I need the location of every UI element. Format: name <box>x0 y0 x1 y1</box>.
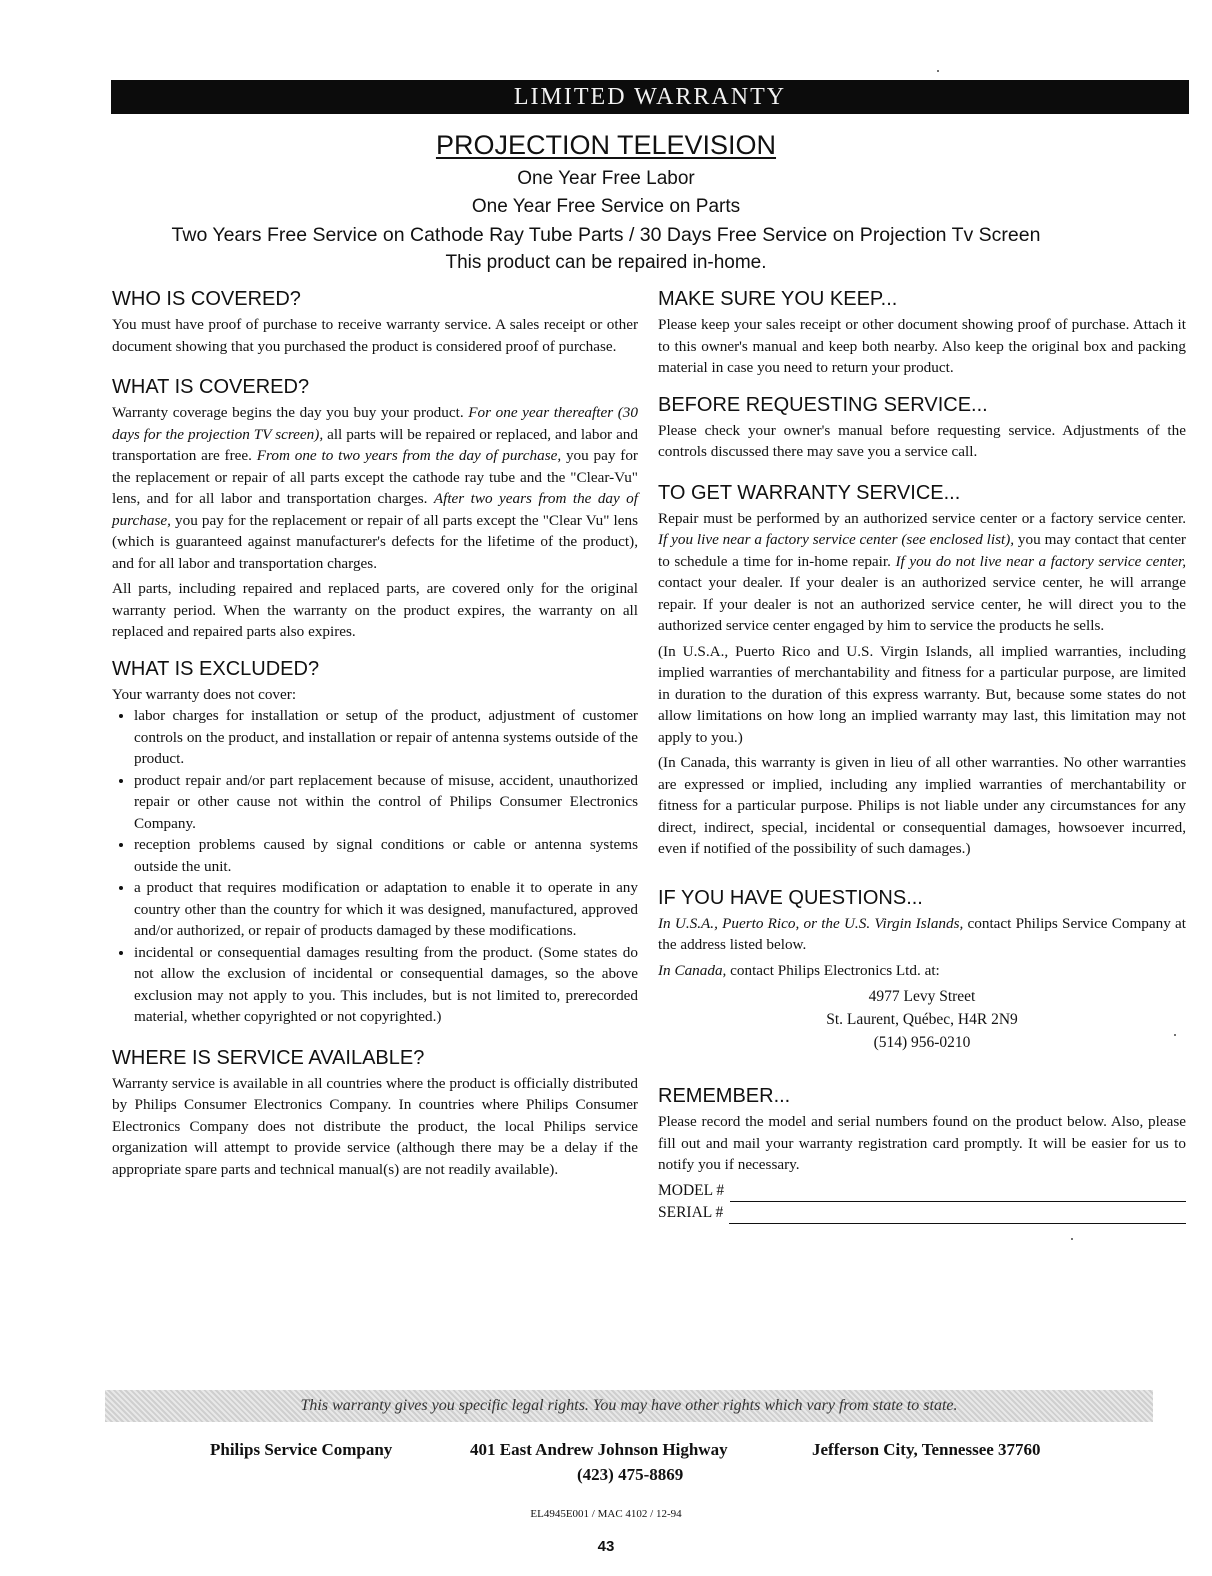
section-heading: WHO IS COVERED? <box>112 288 301 310</box>
document-code: EL4945E001 / MAC 4102 / 12-94 <box>530 1508 682 1520</box>
footer-company-name: Philips Service Company <box>210 1440 393 1459</box>
what-is-covered-section <box>112 375 638 643</box>
address-line: St. Laurent, Québec, H4R 2N9 <box>826 1011 1018 1028</box>
italic-run: From one to two years from the day of purchase, <box>256 447 562 464</box>
italic-run: If you do not live near a factory service center, <box>895 552 1186 570</box>
section-body <box>658 960 1186 982</box>
italic-run: In U.S.A., Puerto Rico, or the U.S. Virgin Islands, <box>658 914 964 932</box>
subtitle-line: This product can be repaired in-home. <box>445 252 767 273</box>
italic-run: In Canada, <box>658 961 727 979</box>
text-run: you may contact that center to schedule a time for in-home repair. <box>658 531 1186 570</box>
list-item: • a product that requires modification or adaptation to enable it to operate in any country other than the country for which it was designed, manufactured, approved and/or authorized, or repair of products damaged by these modifications. <box>134 877 638 942</box>
italic-run: For one year thereafter (30 days for the projection TV screen), <box>112 404 638 443</box>
model-number-field[interactable] <box>658 1180 1186 1202</box>
section-body <box>658 913 1186 956</box>
section-heading: MAKE SURE YOU KEEP... <box>658 288 898 310</box>
before-requesting-section <box>658 393 1186 463</box>
section-heading: IF YOU HAVE QUESTIONS... <box>658 886 923 909</box>
section-body: Please record the model and serial numbers found on the product below. Also, please fill out and mail your warranty registration card promptly. It will be easier for us to notify you if necessary. <box>658 1113 1186 1173</box>
left-column <box>112 287 638 1184</box>
section-body: (In Canada, this warranty is given in lieu of all other warranties. No other warranties are expressed or implied, including any implied warranties of merchantability or fitness for a particular purpose. Philips is not liable under any circumstances for any direct, indirect, special, incidental or consequential damages, howsoever incurred, even if notified of the possibility of such damages.) <box>658 754 1186 857</box>
section-heading: WHAT IS EXCLUDED? <box>112 657 320 680</box>
legal-rights-strip: This warranty gives you specific legal rights. You may have other rights which vary from state to state. <box>105 1390 1153 1422</box>
list-item: • labor charges for installation or setup of the product, adjustment of customer controls on the product, and installation or repair of antenna systems outside of the product. <box>134 705 638 770</box>
questions-section <box>658 886 1186 1055</box>
list-item: • product repair and/or part replacement because of misuse, accident, unauthorized repair or other cause not within the control of Philips Consumer Electronics Company. <box>134 770 638 835</box>
what-is-excluded-section <box>112 657 638 1028</box>
canada-address <box>658 985 1186 1054</box>
section-body: Please keep your sales receipt or other document showing proof of purchase. Attach it to this owner's manual and keep both nearby. Also keep the original box and packing material in case you need to return your product. <box>658 316 1186 376</box>
section-body <box>658 508 1186 637</box>
remember-section <box>658 1084 1186 1224</box>
italic-run: If you live near a factory service center (see enclosed list), <box>658 531 1015 548</box>
speck <box>937 70 939 72</box>
text-run: you pay for the replacement or repair of all parts except the cathode ray tube and the "Clear-Vu" lens, and for all labor and transportation charges. <box>112 447 638 507</box>
model-label: MODEL # <box>658 1181 725 1199</box>
section-heading: BEFORE REQUESTING SERVICE... <box>658 393 988 416</box>
text-run: all parts will be repaired or replaced, and labor and transportation are free. <box>112 425 638 464</box>
section-body: (In U.S.A., Puerto Rico and U.S. Virgin Islands, all implied warranties, including implied warranties of merchantability and fitness for a particular purpose, are limited in duration to the duration of this express warranty. But, because some states do not allow limitations on how long an implied warranty may last, this limitation may not apply to you.) <box>658 642 1186 746</box>
address-line: 4977 Levy Street <box>868 988 976 1005</box>
text-run: contact your dealer. If your dealer is an authorized service center, he will arrange repair. If your dealer is not an authorized service center, he will direct you to the authorized service center engaged by him to service the products he sells. <box>658 574 1186 634</box>
section-body: All parts, including repaired and replaced parts, are covered only for the original warranty period. When the warranty on the product expires, the warranty on all replaced and repaired parts also expires. <box>112 580 638 640</box>
section-heading: WHERE IS SERVICE AVAILABLE? <box>112 1046 425 1069</box>
text-run: you pay for the replacement or repair of all parts except the "Clear Vu" lens (which is guaranteed against manufacturer's defects for the lifetime of the product), and for all labor and transportation charges. <box>112 511 638 572</box>
where-is-service-section <box>112 1046 638 1181</box>
speck <box>1071 1238 1073 1240</box>
text-run: contact Philips Service Company at the address listed below. <box>658 914 1186 953</box>
section-intro: Your warranty does not cover: <box>112 685 297 703</box>
phone-number: (514) 956-0210 <box>873 1034 971 1051</box>
section-body <box>112 402 638 574</box>
page-title: PROJECTION TELEVISION <box>435 130 777 160</box>
list-item: • reception problems caused by signal conditions or cable or antenna systems outside the unit. <box>134 834 638 877</box>
limited-warranty-banner: LIMITED WARRANTY <box>111 80 1189 114</box>
text-run: Warranty coverage begins the day you buy your product. <box>112 404 469 421</box>
list-item: • incidental or consequential damages resulting from the product. (Some states do not allow the exclusion of incidental or consequential damages, so the above exclusion may not apply to you. This includes, but is not limited to, prerecorded material, whether copyrighted or not copyrighted.) <box>134 942 638 1028</box>
model-blank-line[interactable] <box>730 1185 1186 1202</box>
italic-run: After two years from the day of purchase, <box>112 490 638 529</box>
section-heading: REMEMBER... <box>658 1085 791 1107</box>
footer-phone: (423) 475-8869 <box>577 1465 684 1484</box>
who-is-covered-section <box>112 287 638 357</box>
text-run: Repair must be performed by an authorized service center or a factory service center. <box>658 509 1186 527</box>
subtitle-line: Two Years Free Service on Cathode Ray Tube Parts / 30 Days Free Service on Projection Tv Screen <box>171 224 1041 246</box>
section-heading: WHAT IS COVERED? <box>112 376 310 398</box>
page-number: 43 <box>597 1538 615 1555</box>
section-body: Please check your owner's manual before requesting service. Adjustments of the controls discussed there may save you a service call. <box>658 421 1186 460</box>
serial-number-field[interactable] <box>658 1202 1186 1224</box>
to-get-service-section <box>658 481 1186 860</box>
serial-label: SERIAL # <box>658 1203 724 1221</box>
footer-address: 401 East Andrew Johnson Highway <box>470 1440 728 1459</box>
footer-city: Jefferson City, Tennessee 37760 <box>812 1440 1041 1459</box>
subtitle-line: One Year Free Labor <box>517 168 695 189</box>
section-body: Warranty service is available in all countries where the product is officially distributed by Philips Consumer Electronics Company. In countries where Philips Consumer Electronics Company does not distribute the product, the local Philips service organization will attempt to provide service (although there may be a delay if the appropriate spare parts and technical manual(s) are not readily available). <box>112 1074 638 1178</box>
make-sure-section <box>658 287 1186 379</box>
subtitle-line: One Year Free Service on Parts <box>471 196 741 217</box>
section-body: You must have proof of purchase to receive warranty service. A sales receipt or other document showing that you purchased the product is considered proof of purchase. <box>112 316 638 355</box>
exclusion-list <box>112 705 638 1028</box>
section-heading: TO GET WARRANTY SERVICE... <box>658 481 961 504</box>
right-column <box>658 287 1186 1224</box>
text-run: contact Philips Electronics Ltd. at: <box>726 961 940 979</box>
serial-blank-line[interactable] <box>729 1207 1186 1224</box>
